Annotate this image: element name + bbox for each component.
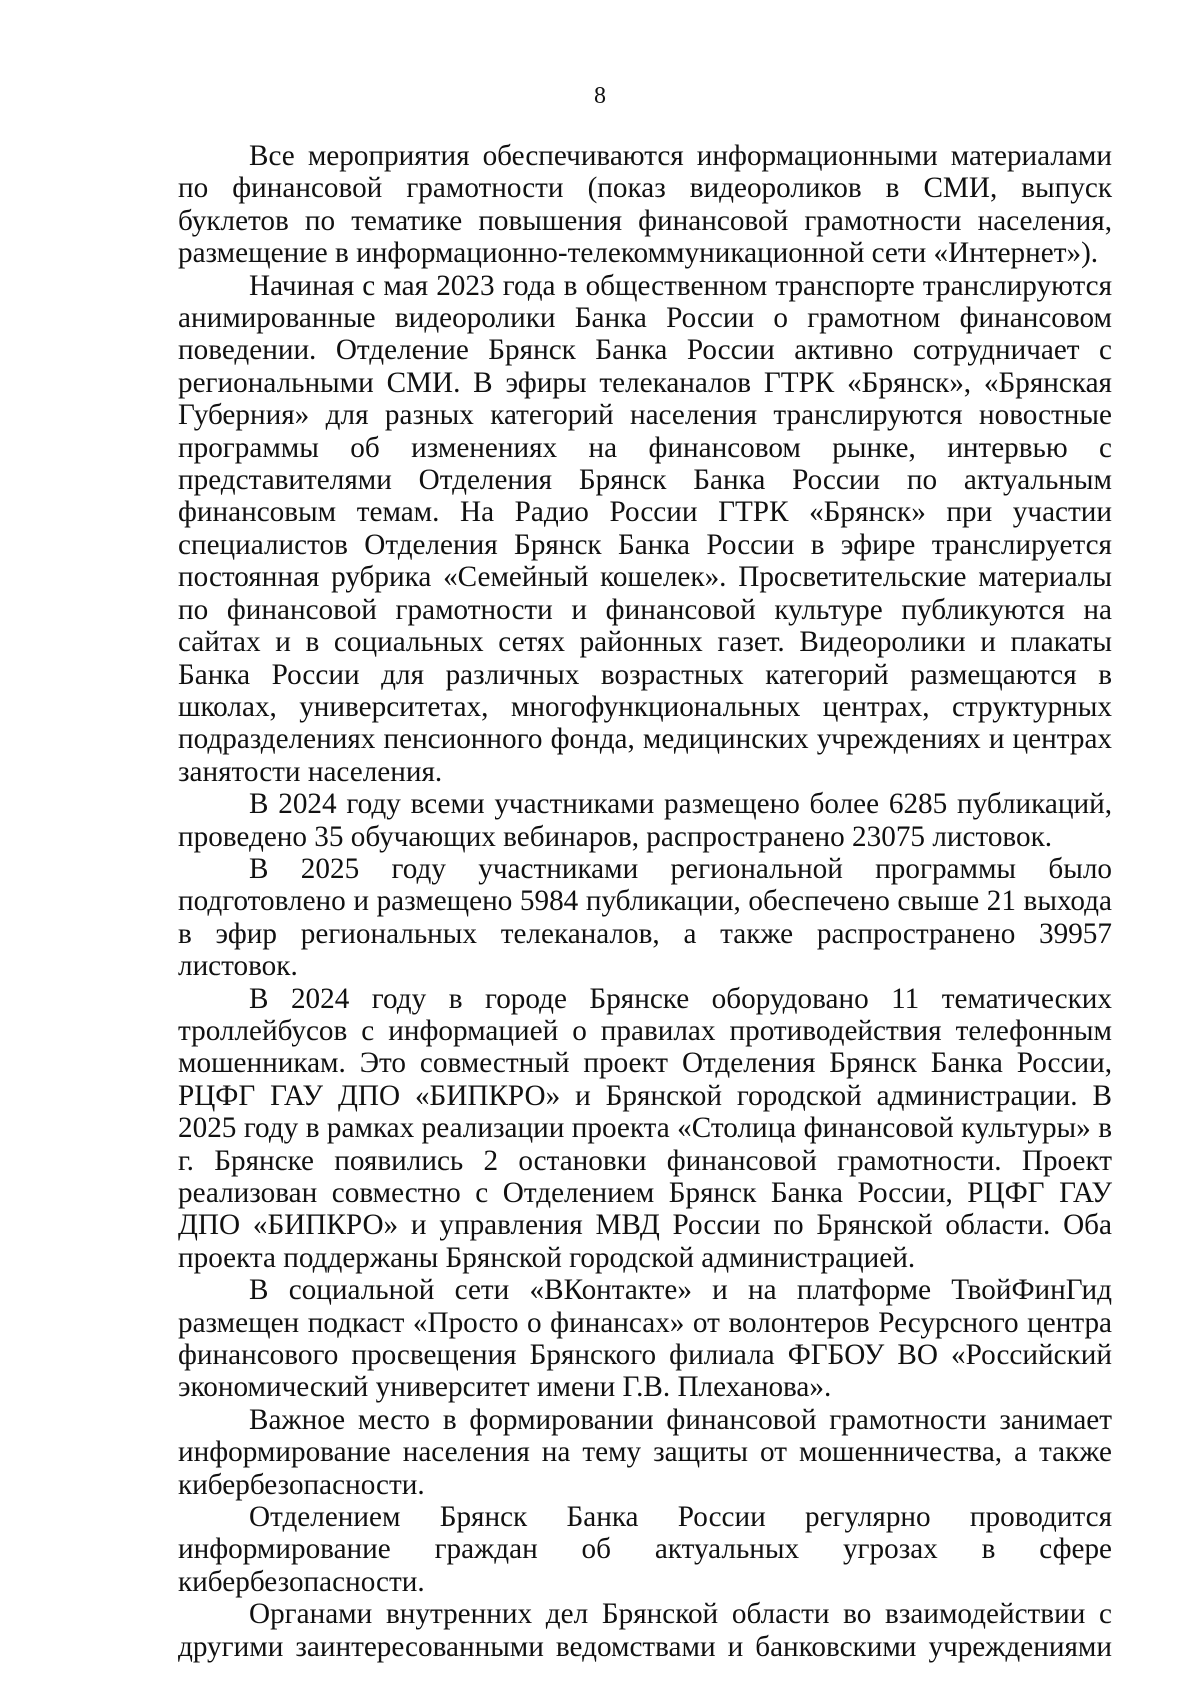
paragraph-media-cooperation: Начиная с мая 2023 года в общественном транспорте транслируются анимированные видеоролики Банка России о грамотном финансовом поведении. Отделение Брянск Банка России активно сотрудничает с региональными СМИ. В эфиры телеканалов ГТРК «Брянск», «Брянская Губерния» для разных категорий населения транслируются новостные программы об изменениях на финансовом рынке, интервью с представителями Отделения Брянск Банка России по актуальным финансовым темам. На Радио России ГТРК «Брянск» при участии специалистов Отделения Брянск Банка России в эфире транслируется постоянная рубрика «Семейный кошелек». Просветительские материалы по финансовой грамотности и финансовой культуре публикуются на сайтах и в социальных сетях районных газет. Видеоролики и плакаты Банка России для различных возрастных категорий размещаются в школах, университетах, многофункциональных центрах, структурных подразделениях пенсионного фонда, медицинских учреждениях и центрах занятости населения. — [178, 269, 1112, 788]
paragraph-internal-affairs: Органами внутренних дел Брянской области во взаимодействии с другими заинтересованными ведомствами и банковскими учреждениями — [178, 1598, 1112, 1663]
paragraph-thematic-trolleybuses: В 2024 году в городе Брянске оборудовано 11 тематических троллейбусов с информацией о правилах противодействия телефонным мошенникам. Это совместный проект Отделения Брянск Банка России, РЦФГ ГАУ ДПО «БИПКРО» и Брянской городской администрации. В 2025 году в рамках реализации проекта «Столица финансовой культуры» в г. Брянске появились 2 остановки финансовой грамотности. Проект реализован совместно с Отделением Брянск Банка России, РЦФГ ГАУ ДПО «БИПКРО» и управления МВД России по Брянской области. Оба проекта поддержаны Брянской городской администрацией. — [178, 982, 1112, 1274]
paragraph-cybersecurity-informing: Отделением Брянск Банка России регулярно проводится информирование граждан об актуальных угрозах в сфере кибербезопасности. — [178, 1501, 1112, 1598]
paragraph-2025-results: В 2025 году участниками региональной программы было подготовлено и размещено 5984 публикации, обеспечено свыше 21 выхода в эфир региональных телеканалов, а также распространено 39957 листовок. — [178, 852, 1112, 983]
paragraph-podcast: В социальной сети «ВКонтакте» и на платформе ТвойФинГид размещен подкаст «Просто о финансах» от волонтеров Ресурсного центра финансового просвещения Брянского филиала ФГБОУ ВО «Российский экономический университет имени Г.В. Плеханова». — [178, 1274, 1112, 1404]
paragraph-information-materials: Все мероприятия обеспечиваются информационными материалами по финансовой грамотности (показ видеороликов в СМИ, выпуск буклетов по тематике повышения финансовой грамотности населения, размещение в информационно-телекоммуникационной сети «Интернет»). — [178, 140, 1112, 270]
paragraph-fraud-protection: Важное место в формировании финансовой грамотности занимает информирование населения на тему защиты от мошенничества, а также кибербезопасности. — [178, 1403, 1112, 1501]
paragraph-2024-results: В 2024 году всеми участниками размещено более 6285 публикаций, проведено 35 обучающих вебинаров, распространено 23075 листовок. — [178, 788, 1112, 853]
document-body — [178, 140, 1112, 1663]
page-number: 8 — [594, 83, 606, 109]
